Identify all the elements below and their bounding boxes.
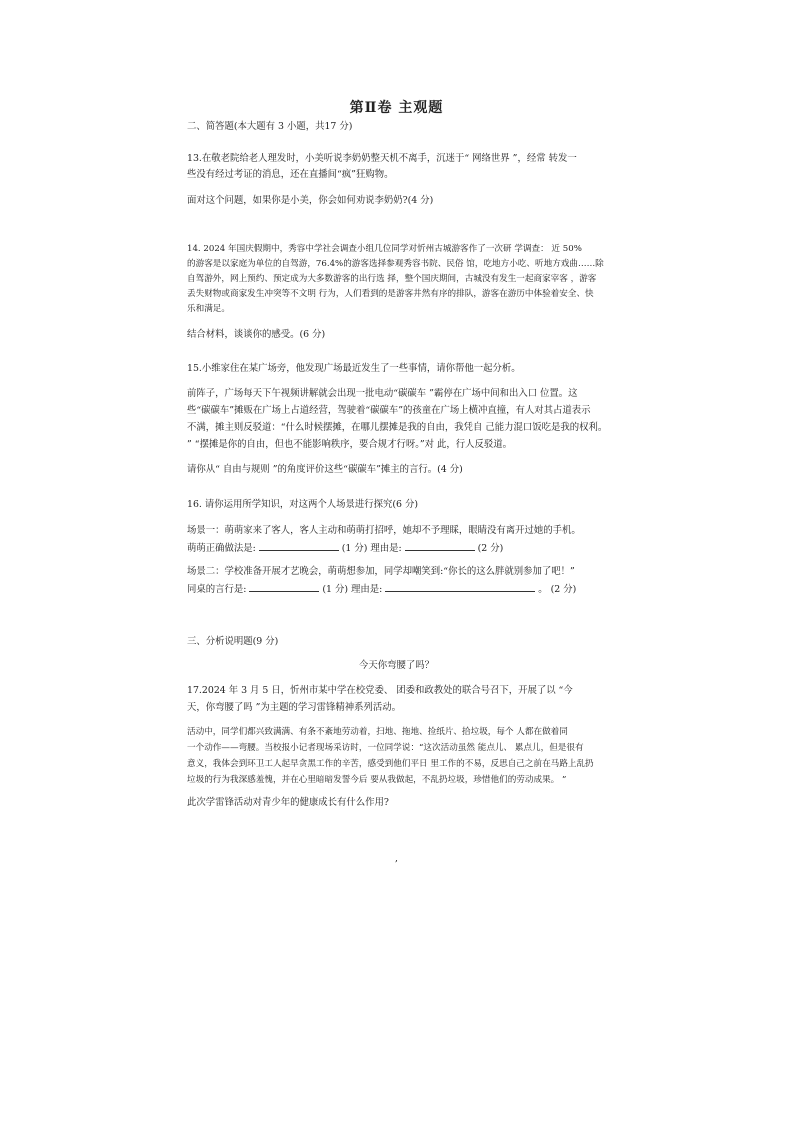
q14-prompt: 结合材料，谈谈你的感受。(6 分): [187, 329, 326, 340]
q15-line-3: 些“碳碳车”摊贩在广场上占道经营，驾驶着“碳碳车”的孩童在广场上横冲直撞，有人对其占道表示: [187, 405, 591, 416]
q16-scene-1-answer-row: [187, 541, 503, 555]
q17-line-4: 一个动作——弯腰。当校报小记者现场采访时，一位同学说：“这次活动虽然 能点儿、 累点儿，但是很有: [187, 743, 584, 753]
scene-2-score: 。 (2 分): [538, 584, 577, 595]
q14-line-3: 自驾游外，网上预约、预定成为大多数游客的出行选 择，整个国庆期间，古城没有发生一起商家宰客 ，游客: [187, 274, 597, 284]
section-3-subtitle: 今天你弯腰了吗？: [358, 660, 434, 671]
q17-line-5: 意义，我体会到环卫工人起早贪黑工作的辛苦，感受到他们平日 里工作的不易，反思自己之前在马路上乱扔: [187, 759, 594, 769]
q14-line-2: 的游客是以家庭为单位的自驾游，76.4%的游客选择参观秀容书院、民俗 馆，吃地方小吃、听地方戏曲……除: [187, 259, 604, 269]
scene-2-label-behavior: 同桌的言行是:: [187, 584, 247, 595]
scene-1-label-reason: (1 分) 理由是:: [341, 543, 402, 554]
q15-line-2: 前阵子，广场每天下午视频讲解就会出现一批电动“碳碳车 ”霸停在广场中间和出入口 位置。这: [187, 388, 578, 399]
q13-line-1: 13.在敬老院给老人理发时，小美听说李奶奶整天机不离手，沉迷于“ 网络世界 ”，经常 转发一: [187, 153, 577, 164]
scene-1-label-practice: 萌萌正确做法是:: [187, 543, 256, 554]
scene-2-label-reason: (1 分) 理由是:: [322, 584, 383, 595]
q16-scene-2: 场景二：学校准备开展才艺晚会，萌萌想参加，同学却嘲笑到:“你长的这么胖就别参加了吧！”: [187, 566, 575, 577]
answer-blank-3[interactable]: [249, 582, 319, 592]
q15-line-5: ” “摆摊是你的自由，但也不能影响秩序，要合规才行呀。”对 此，行人反驳道。: [187, 439, 513, 450]
q17-line-6: 垃圾的行为我深感羞愧，并在心里暗暗发誓今后 要从我做起，不乱扔垃圾，珍惜他们的劳动成果。 ”: [187, 775, 567, 785]
q13-line-2: 些没有经过考证的消息，还在直播间“疯”狂购物。: [187, 169, 394, 180]
q17-prompt: 此次学雷锋活动对青少年的健康成长有什么作用?: [187, 797, 389, 808]
q17-line-3: 活动中，同学们都兴致满满、有条不紊地劳动着，扫地、拖地、捡纸片、拾垃圾，每个 人都在做着同: [187, 727, 568, 737]
q14-line-1: 14. 2024 年国庆假期中，秀容中学社会调查小组几位同学对忻州古城游客作了一次研 学调查： 近 50%: [187, 244, 582, 254]
q16-scene-1: 场景一：萌萌家来了客人，客人主动和萌萌打招呼，她却不予理睬，眼睛没有离开过她的手机。: [187, 525, 581, 536]
q13-prompt: 面对这个问题，如果你是小美，你会如何劝说李奶奶?(4 分): [187, 195, 434, 206]
q16-heading: 16. 请你运用所学知识，对这两个人场景进行探究(6 分): [187, 499, 419, 510]
q15-prompt: 请你从“ 自由与规则 ”的角度评价这些“碳碳车”摊主的言行。(4 分): [187, 464, 463, 475]
q14-line-4: 丢失财物或商家发生冲突等不文明 行为，人们看到的是游客井然有序的排队，游客在游历中体验着安全、快: [187, 289, 594, 299]
q14-line-5: 乐和满足。: [187, 304, 230, 314]
footer-mark: ,: [395, 853, 398, 864]
q15-line-1: 15.小维家住在某广场旁，他发现广场最近发生了一些事情，请你帮他一起分析。: [187, 363, 521, 374]
section-2-heading: 二、简答题(本大题有 3 小题，共17 分): [187, 121, 353, 132]
q16-scene-2-answer-row: [187, 582, 576, 596]
answer-blank-1[interactable]: [259, 541, 339, 551]
scene-1-score: (2 分): [477, 543, 504, 554]
answer-blank-2[interactable]: [405, 541, 475, 551]
q15-line-4: 不满，摊主则反驳道：“什么时候摆摊，在哪儿摆摊是我的自由，我凭自 己能力混口饭吃是我的权利。: [187, 422, 608, 433]
section-3-heading: 三、分析说明题(9 分): [187, 636, 279, 647]
q17-line-1: 17.2024 年 3 月 5 日，忻州市某中学在校党委、 团委和政教处的联合号召下，开展了以 “今: [187, 685, 573, 696]
q17-line-2: 天，你弯腰了吗 ”为主题的学习雷锋精神系列活动。: [187, 702, 402, 713]
answer-blank-4[interactable]: [385, 582, 535, 592]
page-title: 第Ⅱ卷 主观题: [349, 100, 444, 116]
